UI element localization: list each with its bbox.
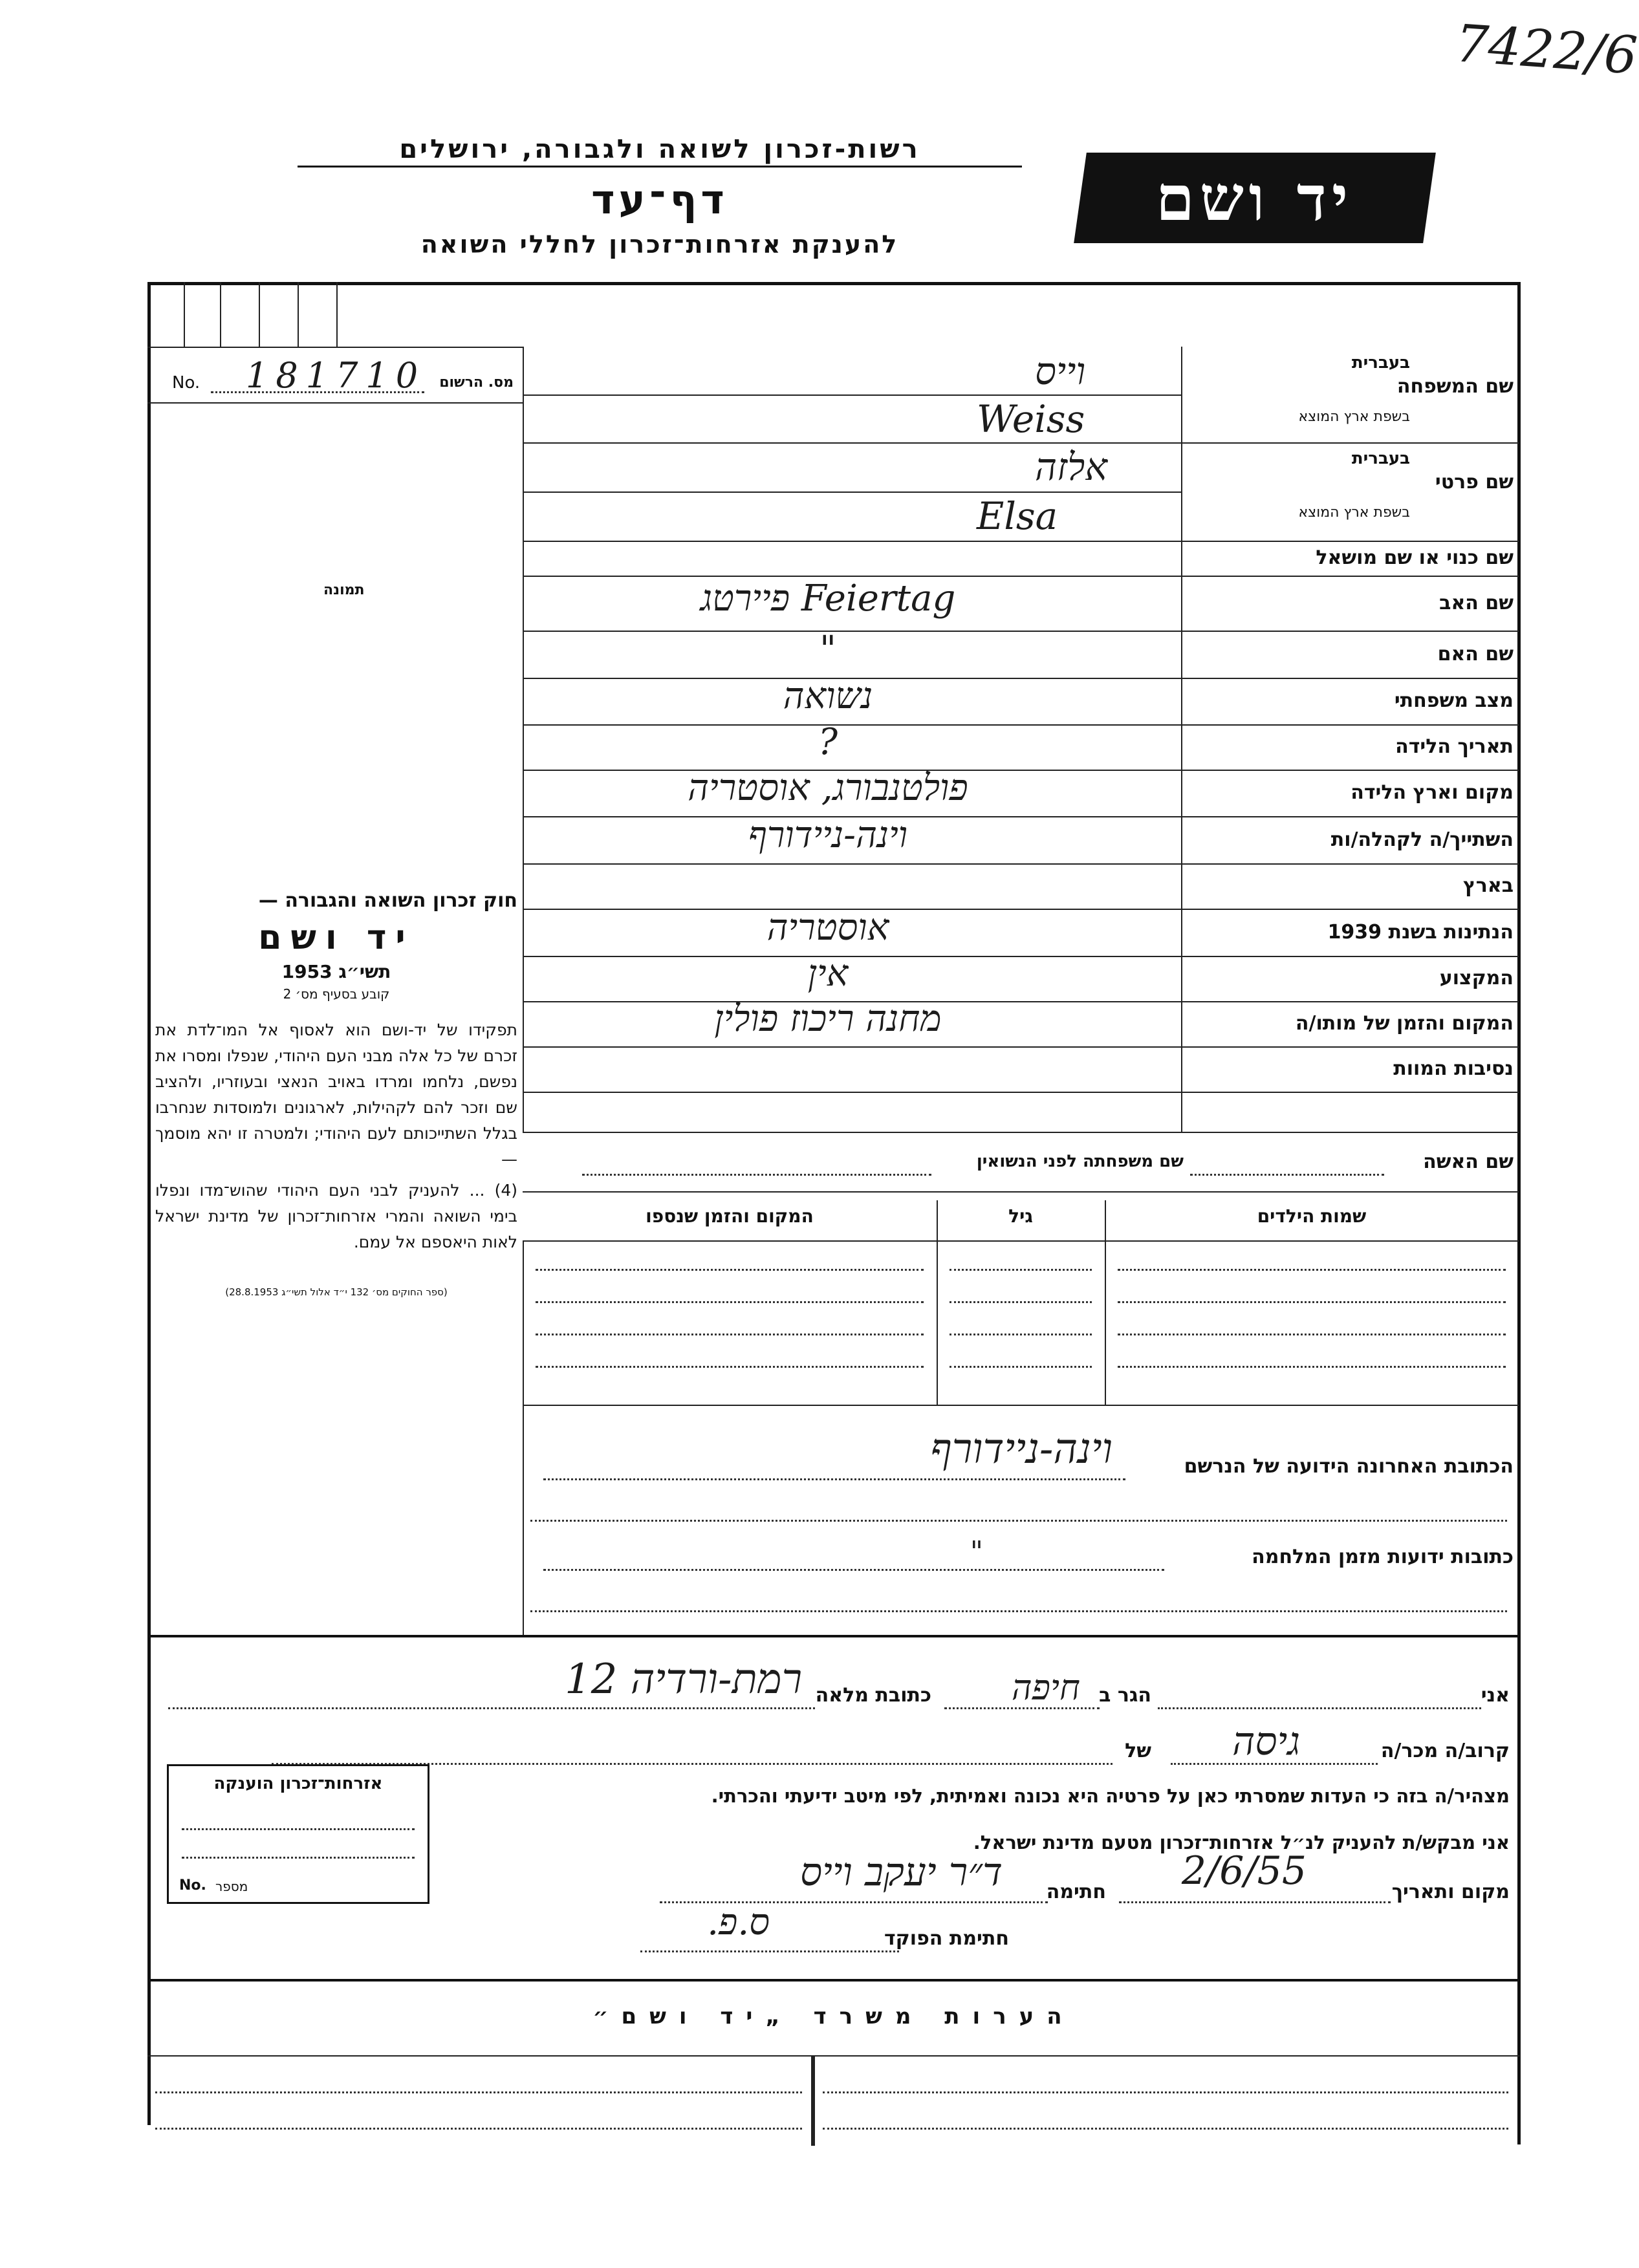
field-sublabel-hebrew: בעברית (1351, 449, 1410, 468)
wife-label: שם האשה (1423, 1150, 1514, 1173)
field-label: שם המשפחה (1396, 375, 1514, 398)
field-label: המקום והזמן של מותו/ה (1295, 1012, 1514, 1035)
registration-number: 181710 (246, 355, 426, 396)
field-value: נשואה (783, 675, 873, 717)
field-label: הנתינות בשנת 1939 (1327, 921, 1514, 944)
field-value: וינה-ניידורף (748, 814, 908, 856)
field-value: Feiertag פיירטג (700, 578, 956, 620)
field-label: נסיבות המוות (1393, 1057, 1514, 1080)
children-header-place: המקום והזמן שנספו (646, 1205, 814, 1227)
field-value: ? (818, 721, 838, 763)
field-label: המקצוע (1439, 967, 1514, 989)
last-address-row (524, 1423, 1514, 1487)
frame-left (147, 282, 151, 2125)
frame-top (147, 282, 1520, 285)
children-header-age: גיל (1008, 1205, 1033, 1227)
resident-value: חיפה (1011, 1667, 1080, 1708)
archive-number: 7422/6 (1453, 13, 1639, 86)
law-year: תשי״ג 1953 (281, 961, 391, 982)
field-label: בארץ (1462, 874, 1514, 897)
children-header-names: שמות הילדים (1257, 1205, 1367, 1227)
field-sublabel-original: בשפת ארץ המוצא (1298, 409, 1410, 425)
wartime-addresses-label: כתובות ידועות מזמן המלחמה (1252, 1546, 1514, 1568)
signature-value: ד״ר יעקב וייס (799, 1850, 1003, 1895)
relative-value: גיסה (1232, 1719, 1300, 1764)
children-table (523, 1191, 1519, 1405)
last-address-label: הכתובת האחרונה הידועה של הנרשם (1184, 1455, 1514, 1478)
photo-label: תמונה (323, 582, 365, 598)
field-sublabel-hebrew: בעברית (1351, 353, 1410, 373)
law-box (155, 889, 517, 1298)
stamp-number-label: מספר (215, 1879, 248, 1894)
statement-1: מצהיר/ה בזה כי העדות שמסרתי כאן על פרטיה היא נכונה ואמיתית, לפי מיטב ידיעתי והכרתי. (711, 1785, 1510, 1807)
law-paragraph-2: (4) ... להעניק לבני העם היהודי שהוש־מדו ונפלו בימי השואה והמרי אזרחות־זכרון של מדינת ישראל לאות היאספם אל עמם. (155, 1181, 517, 1251)
field-value-original: Weiss (977, 397, 1085, 441)
last-address-value: וינה-ניידורף (930, 1425, 1113, 1473)
yad-vashem-logo (1074, 153, 1436, 243)
wife-maiden-label: שם משפחתה לפני הנשואין (976, 1152, 1184, 1171)
declarant-i-label: אני (1481, 1684, 1510, 1707)
resident-label: הגר ב (1099, 1684, 1151, 1707)
reg-label: מס. הרשום (439, 374, 514, 391)
law-citation: (ספר החוקים מס׳ 132 י״ד אלול תשי״ג 28.8.1953) (225, 1286, 448, 1298)
law-paragraph-1: תפקידו של יד-ושם הוא לאסוף אל המו־לדת את זכרם של כל אלה מבני העם היהודי, שנפלו ומסרו את נפשם, נלחמו ומרדו באויב הנאצי ובעוזריו, ולהציב שם וזכר להם לקהילות, לארגונים ולמוסדות שנחרבו בגלל השתייכותם לעם היהודי; ולמטרה זו יהא מוסמך — (155, 1021, 517, 1169)
authority-heading: רשות-זכרון לשואה ולגבורה, ירושלים (298, 135, 1022, 167)
of-label: של (1125, 1740, 1151, 1762)
field-sublabel-original: בשפת ארץ המוצא (1298, 504, 1410, 521)
wife-row (524, 1148, 1514, 1180)
reg-no-label: No. (172, 373, 201, 393)
citizenship-stamp-box (167, 1764, 429, 1904)
field-value: מחנה ריכוז פולין (714, 998, 942, 1040)
wartime-addresses-value: " (970, 1535, 983, 1568)
wartime-addresses-row (524, 1535, 1514, 1578)
logo-text: יד ושם (1156, 161, 1354, 235)
field-value-hebrew: וייס (1035, 349, 1086, 393)
field-value: " (820, 629, 836, 671)
place-date-label: מקום ותאריך (1391, 1881, 1510, 1903)
stamp-no-label: No. (179, 1877, 206, 1894)
field-value-hebrew: אלזה (1035, 445, 1108, 489)
registration-row (155, 355, 517, 398)
section-divider (147, 1635, 1520, 1637)
field-label: השתייך/ה לקהלה/ות (1330, 828, 1514, 851)
field-value: אוסטריה (766, 907, 889, 949)
form-title: דף־עד (591, 176, 728, 223)
field-value: אין (807, 953, 849, 995)
field-label: שם האם (1437, 643, 1514, 665)
law-section: קובע בסעיף מס׳ 2 (283, 986, 390, 1002)
address-value: רמת-ורדיה 12 (565, 1656, 802, 1703)
address-label: כתובת מלאה (815, 1684, 931, 1707)
law-name: יד ושם (258, 918, 415, 957)
field-value-original: Elsa (977, 494, 1058, 538)
statement-2: אני מבקש/ת להעניק לנ״ל אזרחות־זכרון מטעם מדינת ישראל. (973, 1831, 1510, 1853)
signature-label: חתימה (1046, 1881, 1106, 1903)
field-label: מצב משפחתי (1394, 689, 1514, 712)
office-notes-heading: הערות משרד „יד ושם״ (592, 2003, 1075, 2029)
date-value: 2/6/55 (1181, 1848, 1307, 1894)
officer-value: ס.פ. (707, 1901, 770, 1943)
label-column-divider (1181, 347, 1182, 1132)
law-title: חוק זכרון השואה והגבורה — (258, 889, 517, 912)
field-label: תאריך הלידה (1395, 735, 1514, 758)
form-subtitle: להענקת אזרחות־זכרון לחללי השואה (420, 230, 899, 259)
stamp-title: אזרחות־זכרון הוענקה (213, 1774, 383, 1793)
field-label: מקום וארץ הלידה (1351, 781, 1514, 804)
field-label: שם פרטי (1435, 471, 1514, 493)
field-label: שם כנוי או שם מושאל (1316, 546, 1514, 569)
field-value: פולטנבורג, אוסטריה (688, 767, 968, 809)
relative-label: קרוב/ה מכר/ה (1380, 1740, 1510, 1762)
officer-label: חתימת הפוקד (884, 1927, 1009, 1950)
field-label: שם האב (1439, 592, 1514, 614)
